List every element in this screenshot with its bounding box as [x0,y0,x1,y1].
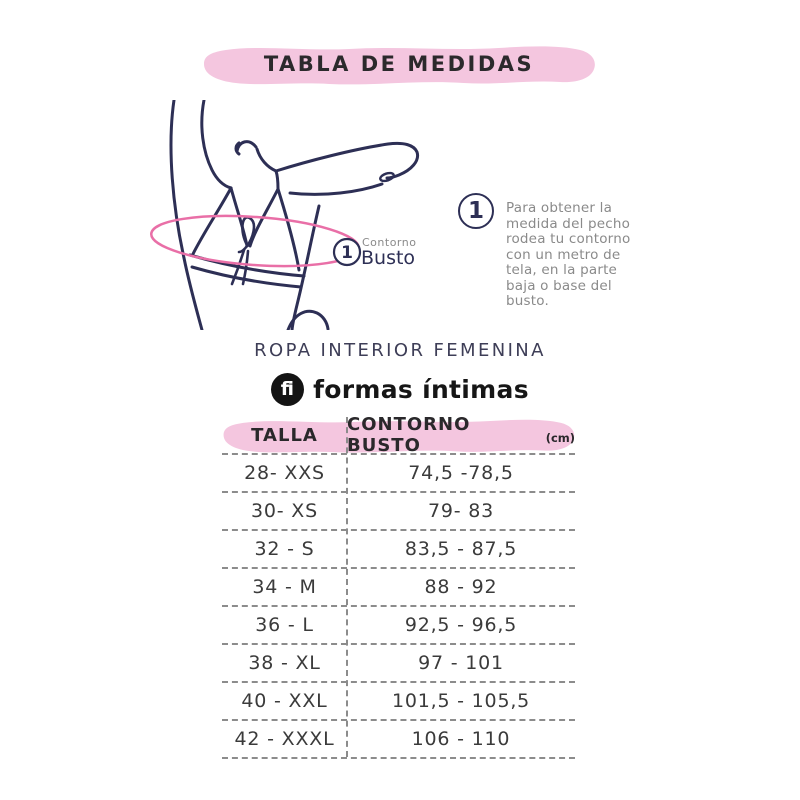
talla-cell: 38 - XL [248,652,321,674]
contorno-cell: 101,5 - 105,5 [391,690,531,712]
contorno-cell: 79- 83 [427,500,495,522]
step-text-line: tela, en la parte [506,262,618,278]
contorno-cell: 92,5 - 96,5 [404,614,518,636]
contorno-cell: 74,5 -78,5 [408,462,514,484]
talla-cell: 40 - XXL [241,690,328,712]
step-text-line: busto. [506,293,549,309]
contorno-cell: 88 - 92 [424,576,498,598]
table-row [222,493,575,531]
talla-cell: 34 - M [252,576,317,598]
bust-measure-illustration [140,100,460,330]
header-talla: TALLA [251,424,318,446]
brand-name: formas íntimas [313,374,529,404]
page-title: TABLA DE MEDIDAS [263,52,535,76]
talla-cell: 42 - XXXL [234,728,335,750]
step-1-badge [458,193,494,229]
step-text-line: rodea tu contorno [506,231,631,247]
brand-logo-glyph: fi [280,378,293,400]
table-row [222,607,575,645]
talla-cell: 30- XS [251,500,318,522]
contorno-cell: 83,5 - 87,5 [404,538,518,560]
talla-cell: 32 - S [254,538,315,560]
contorno-cell: 106 - 110 [411,728,511,750]
figure-line-art [171,100,418,330]
talla-cell: 36 - L [255,614,314,636]
brand-logo-icon [271,373,304,406]
measure-point-1-number: 1 [341,243,353,263]
column-divider [346,417,348,757]
table-row [222,645,575,683]
step-text-line: con un metro de [506,246,621,263]
header-contorno-busto [347,414,575,456]
header-unit-cm: (cm) [545,430,575,445]
talla-cell: 28- XXS [244,462,325,484]
measure-label-busto: Busto [361,247,416,269]
table-row [222,531,575,569]
table-row [222,569,575,607]
step-text-line: medida del pecho [506,215,631,232]
category-title: ROPA INTERIOR FEMENINA [254,340,546,361]
brand-lockup [0,371,800,407]
step-1-number: 1 [467,198,484,224]
table-row [222,455,575,493]
step-text-line: baja o base del [506,277,612,294]
step-1-text [506,201,666,310]
table-row [222,721,575,759]
title-banner [200,42,598,86]
contorno-cell: 97 - 101 [418,652,504,674]
table-row [222,683,575,721]
header-contorno-text: CONTORNO BUSTO [347,414,471,456]
step-text-line: Para obtener la [506,200,613,216]
size-table-header [222,414,575,456]
size-table [222,414,575,757]
measure-label-contorno: Contorno [362,236,417,249]
